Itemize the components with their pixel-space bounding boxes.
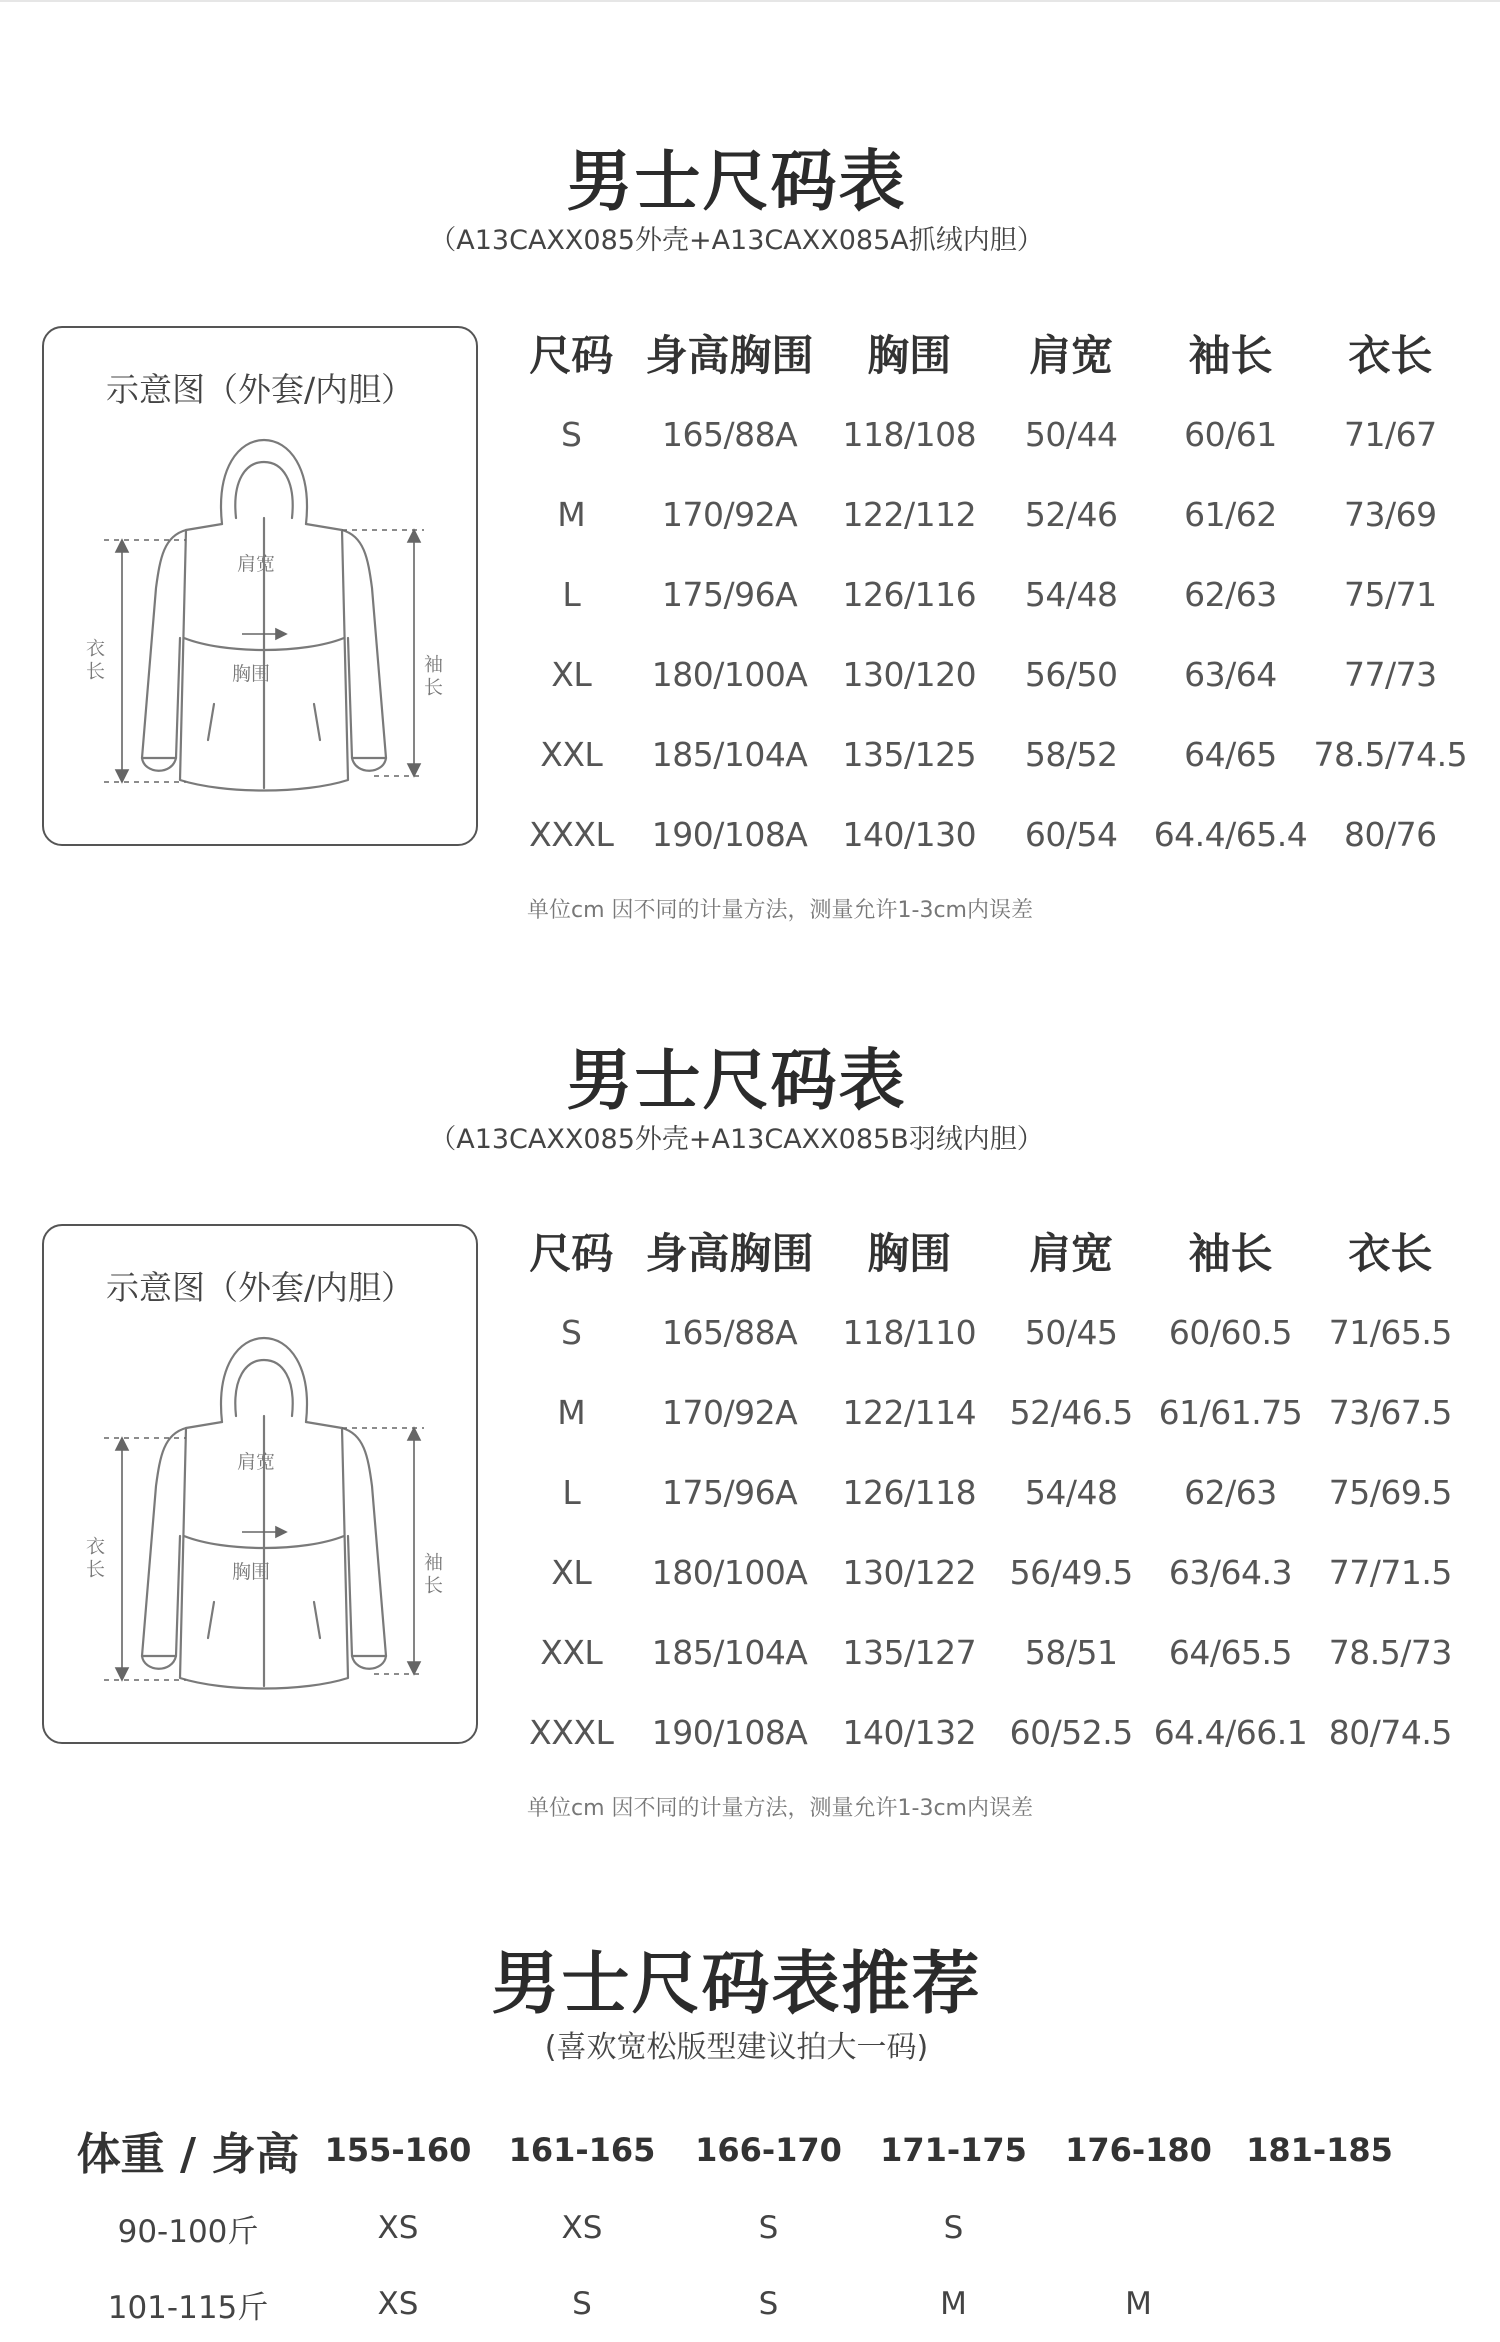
cell: 73/69 <box>1344 494 1437 534</box>
table-row <box>510 554 1470 634</box>
cell: 185/104A <box>651 1632 808 1672</box>
cell: 50/44 <box>1024 414 1118 454</box>
cell: 118/110 <box>842 1312 977 1352</box>
cell: XXXL <box>529 814 614 854</box>
cell: 64.4/65.4 <box>1153 814 1308 854</box>
jacket-diagram-1 <box>42 326 478 846</box>
cell: L <box>562 574 581 614</box>
table-header-row <box>68 2110 1408 2190</box>
col-chest: 胸围 <box>867 1229 952 1278</box>
col-height-range: 176-180 <box>1065 2131 1212 2169</box>
length-label: 衣长 <box>83 638 105 684</box>
col-height-chest: 身高胸围 <box>645 331 814 380</box>
col-height-range: 161-165 <box>508 2131 656 2169</box>
table-row <box>68 2266 1408 2342</box>
table-row <box>510 794 1470 874</box>
cell: 140/130 <box>842 814 977 854</box>
cell: 126/116 <box>842 574 977 614</box>
cell: 135/125 <box>842 734 977 774</box>
table-header-row <box>510 312 1470 394</box>
cell: 118/108 <box>842 414 977 454</box>
table-row <box>510 1372 1470 1452</box>
cell: 52/46 <box>1024 494 1118 534</box>
cell <box>1231 2190 1408 2266</box>
col-length: 衣长 <box>1348 331 1433 380</box>
cell: 175/96A <box>661 1472 798 1512</box>
size-chart-title-2: 男士尺码表 <box>566 1042 907 1119</box>
recommend-title: 男士尺码表推荐 <box>491 1945 982 2024</box>
col-height-chest: 身高胸围 <box>645 1229 814 1278</box>
table-row <box>510 1452 1470 1532</box>
cell: 140/132 <box>842 1712 977 1752</box>
col-shoulder: 肩宽 <box>1029 331 1114 380</box>
cell: 75/71 <box>1344 574 1437 614</box>
table-row <box>510 1692 1470 1772</box>
diagram-label: 示意图（外套/内胆） <box>105 1268 415 1307</box>
cell: L <box>562 1472 581 1512</box>
size-chart-subtitle-2: （A13CAXX085外壳+A13CAXX085B羽绒内胆） <box>429 1124 1044 1155</box>
cell: 64.4/66.1 <box>1153 1712 1308 1752</box>
cell: XL <box>551 1552 592 1592</box>
cell: 185/104A <box>651 734 808 774</box>
cell: 73/67.5 <box>1328 1392 1452 1432</box>
col-sleeve: 袖长 <box>1188 331 1273 380</box>
cell: 78.5/74.5 <box>1313 734 1468 774</box>
cell: 80/76 <box>1344 814 1437 854</box>
col-sleeve: 袖长 <box>1188 1229 1273 1278</box>
cell: 61/62 <box>1184 494 1277 534</box>
size-chart-title-1: 男士尺码表 <box>566 143 907 220</box>
cell: 135/127 <box>842 1632 977 1672</box>
cell: 64/65 <box>1184 734 1277 774</box>
cell: 90-100斤 <box>117 2213 259 2250</box>
size-table-1 <box>510 312 1470 874</box>
col-size: 尺码 <box>529 1229 614 1278</box>
diagram-label: 示意图（外套/内胆） <box>105 370 415 409</box>
cell: 190/108A <box>651 1712 808 1752</box>
cell: 170/92A <box>661 494 798 534</box>
cell <box>1231 2266 1408 2342</box>
table-row <box>68 2190 1408 2266</box>
jacket-outline-icon <box>74 428 450 828</box>
cell: 64/65.5 <box>1168 1632 1293 1672</box>
cell: 77/73 <box>1344 654 1437 694</box>
cell: 63/64.3 <box>1168 1552 1293 1592</box>
cell: 52/46.5 <box>1009 1392 1133 1432</box>
chest-label: 胸围 <box>232 663 271 685</box>
recommend-table <box>68 2110 1408 2342</box>
cell: 71/65.5 <box>1328 1312 1452 1352</box>
sleeve-label: 袖长 <box>421 1552 443 1598</box>
cell: M <box>557 494 586 534</box>
cell: 78.5/73 <box>1328 1632 1452 1672</box>
cell: 122/114 <box>842 1392 977 1432</box>
length-label: 衣长 <box>83 1536 105 1582</box>
cell: 60/52.5 <box>1009 1712 1133 1752</box>
cell: 58/51 <box>1024 1632 1118 1672</box>
col-length: 衣长 <box>1348 1229 1433 1278</box>
cell: XS <box>377 2286 419 2322</box>
cell <box>1046 2190 1231 2266</box>
col-height-range: 166-170 <box>695 2131 842 2169</box>
cell: S <box>561 414 582 454</box>
size-chart-subtitle-1: （A13CAXX085外壳+A13CAXX085A抓绒内胆） <box>429 225 1044 256</box>
table-row <box>510 474 1470 554</box>
cell: 61/61.75 <box>1158 1392 1303 1432</box>
cell: 58/52 <box>1024 734 1118 774</box>
shoulder-label: 肩宽 <box>237 1451 276 1473</box>
cell: 60/60.5 <box>1168 1312 1293 1352</box>
cell: 126/118 <box>842 1472 977 1512</box>
shoulder-label: 肩宽 <box>237 553 276 575</box>
cell: 62/63 <box>1184 1472 1277 1512</box>
cell: 60/54 <box>1024 814 1118 854</box>
cell: 175/96A <box>661 574 798 614</box>
cell: XS <box>377 2210 419 2246</box>
cell: 130/120 <box>842 654 977 694</box>
cell: S <box>758 2210 779 2246</box>
chest-label: 胸围 <box>232 1561 271 1583</box>
table-row <box>510 714 1470 794</box>
table-row <box>510 1292 1470 1372</box>
cell: 122/112 <box>842 494 977 534</box>
measurement-note-1: 单位cm 因不同的计量方法，测量允许1-3cm内误差 <box>527 898 1033 923</box>
cell: 165/88A <box>661 414 798 454</box>
cell: S <box>572 2286 592 2322</box>
size-table-2 <box>510 1210 1470 1772</box>
col-height-range: 155-160 <box>324 2131 472 2169</box>
col-weight-height: 体重 / 身高 <box>76 2129 300 2180</box>
cell: 77/71.5 <box>1328 1552 1452 1592</box>
col-chest: 胸围 <box>867 331 952 380</box>
col-height-range: 171-175 <box>880 2131 1027 2169</box>
cell: XXXL <box>529 1712 614 1752</box>
jacket-diagram-2 <box>42 1224 478 1744</box>
table-row <box>510 1532 1470 1612</box>
cell: M <box>1125 2286 1152 2322</box>
table-row <box>510 634 1470 714</box>
cell: 54/48 <box>1024 574 1118 614</box>
cell: 62/63 <box>1184 574 1277 614</box>
cell: S <box>561 1312 582 1352</box>
table-row <box>510 1612 1470 1692</box>
cell: M <box>557 1392 586 1432</box>
cell: XXL <box>540 734 603 774</box>
cell: XXL <box>540 1632 603 1672</box>
cell: 190/108A <box>651 814 808 854</box>
cell: S <box>758 2286 779 2322</box>
recommend-subtitle: (喜欢宽松版型建议拍大一码) <box>544 2030 929 2065</box>
cell: 71/67 <box>1344 414 1437 454</box>
cell: 165/88A <box>661 1312 798 1352</box>
col-shoulder: 肩宽 <box>1029 1229 1114 1278</box>
cell: 60/61 <box>1184 414 1277 454</box>
cell: S <box>943 2210 964 2246</box>
cell: 80/74.5 <box>1328 1712 1452 1752</box>
cell: 63/64 <box>1184 654 1277 694</box>
measurement-note-2: 单位cm 因不同的计量方法，测量允许1-3cm内误差 <box>527 1796 1033 1821</box>
top-divider <box>0 0 1500 2</box>
table-header-row <box>510 1210 1470 1292</box>
cell: 180/100A <box>651 1552 808 1592</box>
cell: XS <box>561 2210 603 2246</box>
cell: 54/48 <box>1024 1472 1118 1512</box>
cell: 101-115斤 <box>107 2289 269 2326</box>
cell: 56/49.5 <box>1009 1552 1133 1592</box>
cell: 75/69.5 <box>1328 1472 1452 1512</box>
jacket-outline-icon <box>74 1326 450 1726</box>
cell: 180/100A <box>651 654 808 694</box>
sleeve-label: 袖长 <box>421 654 443 700</box>
col-size: 尺码 <box>529 331 614 380</box>
cell: XL <box>551 654 592 694</box>
col-height-range: 181-185 <box>1246 2131 1393 2169</box>
cell: 56/50 <box>1024 654 1118 694</box>
cell: M <box>940 2286 967 2322</box>
cell: 50/45 <box>1024 1312 1118 1352</box>
cell: 170/92A <box>661 1392 798 1432</box>
cell: 130/122 <box>842 1552 977 1592</box>
table-row <box>510 394 1470 474</box>
